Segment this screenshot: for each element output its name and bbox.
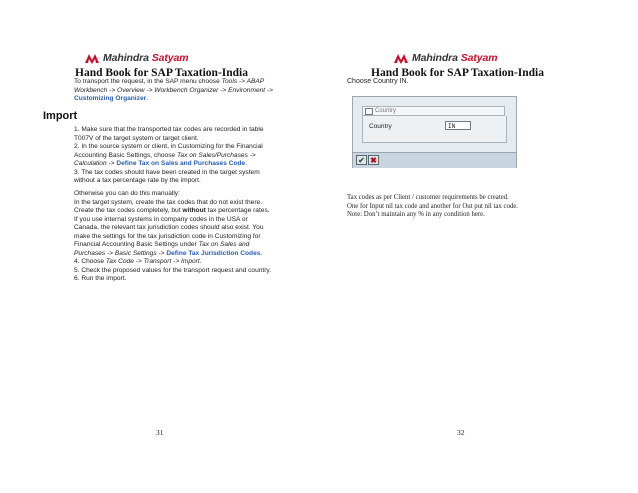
brand-logo <box>84 52 188 64</box>
manual-lead: Otherwise you can do this manually: <box>74 190 180 197</box>
dialog-toolbar <box>353 152 516 168</box>
note-line: One for Input nil tax code and another for Out put nil tax code. <box>347 202 519 210</box>
intro-paragraph: To transport the request, in the SAP menu choose Tools -> ABAP Workbench -> Overview -> Workbench Organizer -> Environment -> Customizing Organizer. <box>74 78 273 102</box>
sap-country-dialog <box>352 96 517 168</box>
customizing-organizer-link: Customizing Organizer <box>74 95 147 102</box>
country-label: Country <box>369 123 392 130</box>
page-number: 31 <box>156 428 164 437</box>
manual-p2: If you use internal systems in company codes in the USA or Canada, the relevant tax jurisdiction codes should also exist. You make the settings for the tax jurisdiction code in Customizing for Financial Accounting Basic Settings under Tax on Sales and Purchases -> Basic Settings -> Define Tax Jurisdiction Codes. <box>74 215 264 257</box>
confirm-button[interactable] <box>356 155 367 165</box>
note-line: Tax codes as per Client / customer requirements be created. <box>347 194 509 201</box>
page-right <box>319 0 638 493</box>
dialog-panel <box>362 116 507 143</box>
page-number: 32 <box>457 428 465 437</box>
page-title: Hand Book for SAP Taxation-India <box>371 67 544 79</box>
manual-p1: In the target system, create the tax codes that do not exist there. Create the tax codes completely, but without tax percentage rates. <box>74 198 270 214</box>
step-3: 3. The tax codes should have been created in the target system without a tax percentage rate by the import. <box>74 168 260 184</box>
import-steps <box>74 126 274 186</box>
dialog-header-icon <box>365 108 373 115</box>
country-input[interactable]: IN <box>445 121 471 130</box>
step-1: 1. Make sure that the transported tax codes are recorded in table T007V of the target system or target client. <box>74 126 264 142</box>
cancel-button[interactable] <box>368 155 379 165</box>
mahindra-logo-icon <box>84 53 100 64</box>
page-title: Hand Book for SAP Taxation-India <box>75 67 248 79</box>
step-4: 4. Choose Tax Code -> Transport -> Import. <box>74 258 202 265</box>
checkmark-icon: ✔ <box>358 156 365 165</box>
close-icon: ✖ <box>370 156 377 165</box>
choose-country-text: Choose Country IN. <box>347 78 409 85</box>
step-6: 6. Run the import. <box>74 275 127 282</box>
brand-logo <box>393 52 497 64</box>
dialog-header: Country <box>362 106 505 116</box>
step-2: 2. In the source system or client, in Customizing for the Financial Accounting Basic Settings, choose Tax on Sales/Purchases -> Calculation -> Define Tax on Sales and Purchases Code. <box>74 143 263 167</box>
note-line: Note: Don’t maintain any % in any condition here. <box>347 211 485 219</box>
section-heading: Import <box>43 110 78 122</box>
brand-name: Mahindra Satyam <box>412 52 498 64</box>
step-5: 5. Check the proposed values for the transport request and country. <box>74 266 272 274</box>
notes <box>347 194 587 220</box>
manual-steps <box>74 190 274 284</box>
brand-name: Mahindra Satyam <box>103 52 189 64</box>
mahindra-logo-icon <box>393 53 409 64</box>
